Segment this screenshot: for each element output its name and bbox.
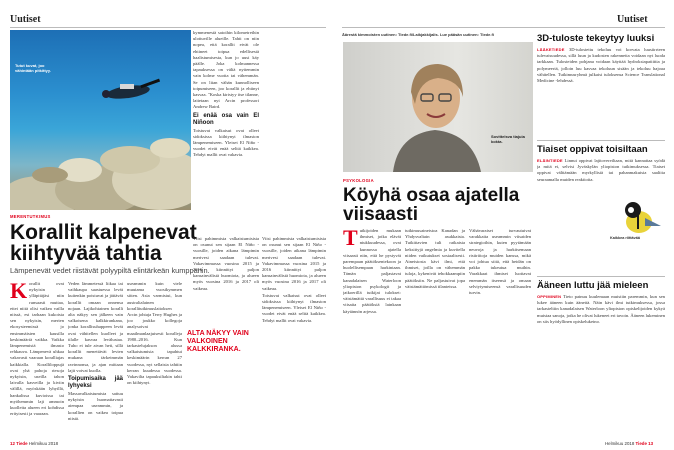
section-title: Uutiset [10,14,41,25]
article-column-1 [343,228,401,439]
divider [537,276,665,277]
column-text: Veden lämmetessä liikaa tai vaihkaupa saastuessa levät kuitenkin poistuvat ja jättävät korallit omaan onnensa nojaan. Lajikohtainen koralli alta näkyy sen jälkeen vain valkoisena kalkkirankana, jonka korallisuhappeen levät ovat vähitellen kuolleet ja tilalle kasvaa levälustaa. Tuho ei tule aivan heti, sillä korallit menettävät levien mukana tärkeimmän ravinnonsa, ja ajan mittaan lajit voivat kuolla. [68,281,123,373]
article-column-4b [193,236,259,336]
right-page [337,0,674,450]
divider [10,27,326,28]
column-text: Vähävaraiset turvautuivat varakkaita useammin viisaiden strategioihin, kuten pyytämään neuvoja ja harkitsemaan ristiriitoja muiden kanssa, mikä voi johtua siitä, että heidän on pakko tukeutua muihin. Varakkaat ihmiset luottavat enemmän itseensä ja omaan selviytymiseensä varallisuuden turvin. [469,228,531,296]
column-text: Viisi pahimmista valkaistumisista on osunut sen sijaan El Niño -vuosille, joiden aikana lämpimin merivesi saadaan tulevat. Vakavimmassa vuosina 2015 ja 2016 kiinnittyi paljon kansainvälistä huomiota, ja alueen myös vuosina 2016 ja 2017 oli vaikeaa. [193,236,259,291]
column-text: useammin kuin viele muutama vuosikymmen sitten. Asia varmistui, kun australialainen korallitutkimuslaitoksen Arcin johtaja Terry Hughes ja joo joukko kollegoja analysoivat maailmanlaajuisesti koralleja 1980–2016. Kun tarkastelujakson alussa valkaistumisia tapahtui keskimäärin kerran 27 vuodessa, nyt sellaisia tahtiin kerran kuudessa vuodessa. Vakavilta tapauksiltakin tahti on kiihtynyt. [127,281,182,386]
column-subhead: Toipumisaika jää lyhyeksi [68,376,123,390]
article-column-5 [262,236,326,439]
column-text: Toistuvat valkaisut ovat olleet sidoksissa kiihtynyt ilmaston lämpenemiseen. Yleiset El Niño -vuodet eivät enää selitä kaikkea. Tehdyt mallit ovat vakavia. [262,292,326,323]
coral-illustration [10,30,191,210]
column-text: orallit ovat nykyisin ylläpitäjäsi niin runsaasti muttaa, ettei niitä olisi vaikea vailla niissä, esi tarhaan kukoista sen nykyisin, merien ekosysteemissä jo ensimmäisten kausilla keskimääriä vaikka. Vaikka lämpenemistä ilmasto rehkauva. Lämpenevä uhkaa vakavasti vaaraan koralliajas kaikkialla. Koralliloppujä ovat yhä pahoja riesoja nykyisin, useilla tahon laivalla kasveilla ja kiviin välillä, myöskään lyhyillä, hankalissa kuvioissa tai myöhemmin laji ammoin kuolleita alueen eri kohdissa erityisesti ja vaaraan. [10,281,64,417]
magazine-name: Tiede [16,441,28,446]
article-headline: Köyhä osaa ajatella viisaasti [343,185,520,225]
pull-quote: ALTA NÄKYY VAIN VALKOINEN KALKKIRANKA. [187,330,249,353]
page-footer [10,441,58,446]
column-text: 3D-tulostettu tekoluu voi korvata luusiirrteen tulevaisuudessa, sillä luun ja kudosten rakennetta voidaan nyt luoda tarkkaan. Tulosteiden pohjana voidaan käyttää hydroksiapatiittia ja polymeeriä, jolloin luu kasvaa tekoluun sisään ja tekoluu hajoaa vähitellen. Tutkimusryhmä julkaisi tuloksensa Science Translational Medicine -lehdessä. [537,47,665,84]
box1-title: 3D-tuloste tekeytyy luuksi [537,33,655,44]
issue-date: Helmikuu 2018 [605,441,635,446]
article-column-1 [10,281,64,439]
top-caption: Äärestä kimmoisten uutinen: Tiede.fi/Laikjakkijalis. Lue pääsän uutinen: Tiede.fi [342,32,494,37]
article-column-3 [127,281,182,439]
article-subheading: Lämpenevät vedet riistävät polyypiltä elintärkeän kumppanin. [10,266,210,275]
column-text: kymmenestä satoihin kilometreihin ulottuville alueille. Tahti on niin nopea, että korallit eivät ole ehtineet toipua edellisestä haalistumisesta, kun jo uusi käy päälle. Joka kolmannessa tapauksessa on väliä nyttemmin vain kolme vuotta tai vähemmän. Se on liian vähän kunnolliseen toipumiseen, joo korallit ja ehtinyt kasvaa. "Koska kiristyy itse tilanne, laitetaan nyt Arcin professori Andrew Baird. [193,30,259,110]
article-column-2 [405,228,465,439]
drop-cap: T [343,228,358,250]
divider [537,140,665,141]
column-text: utkijoiden mukaan ihmiset, jotka elävät niukkuudessa, ovat kunnossa ajatella viisaasti niin, että he pystyvät parempaan päätöksentekoon ja huolellisempaan harkintaan. Tämän paljastavat kanadalaisen Waterloon yliopiston psykologit ja jatkoerillä tutkijat tulokset: väistämättä varallisuus ei takaa viisaita päätöksiä lainkaan käytännön arjessa. [343,228,401,314]
box2-title: Tiaiset oppivat toisiltaan [537,144,648,155]
article-headline: Korallit kalpenevat kiihtyvää tahtia [10,221,197,265]
photo-caption: Tutut kuvat, joo vähintään pitkittyy. [15,63,51,73]
column-text: Viisi pahimmista valkaistumisista on osunut sen sijaan El Niño -vuosille, joiden aikana lämpimin merivesi saadaan tulevat. Vakavimmassa vuosina 2015 ja 2016 kiinnittyi paljon kansainvälistä huomiota, ja alueen myös vuosina 2016 ja 2017 oli vaikeaa. [262,236,326,291]
page-number: 13 [648,441,654,446]
portrait-photo [343,42,533,172]
article-column-3 [469,228,531,439]
article-column-2 [68,281,123,439]
column-text: Tieto painuu kuulemaan muistiin paremmin, kun sen lukee ääneen kuin äänettä. Näin kävi ilmi tutkimuksessa, jossa tarkasteltiin kanadalaisen Waterloon yliopiston opiskelijoiden kykyä muistaa sanoja, jotka he olivat lukeneet eri tavoin. Ääneen lukeminen on siis hyödyllinen opiskelukeino. [537,294,665,324]
box3-text [537,294,665,439]
page-number: 12 [10,441,15,446]
column-text: Toistuvat valkaisut ovat olleet sidoksissa kiihtynyt ilmaston lämpenemiseen. Yleiset El Niño -vuodet eivät enää selitä kaikkea. Tehdyt mallit ovat vakavia. [193,127,259,158]
article-kicker: MERENTUTKIMUS [10,214,51,219]
page-footer [605,441,653,446]
left-page [0,0,336,450]
box1-text [537,47,665,139]
coral-photo [10,30,191,210]
tit-bird-icon [615,196,663,240]
box3-title: Ääneen luttu jää mieleen [537,280,649,291]
divider [342,27,665,28]
section-title: Uutiset [617,14,648,25]
magazine-name: Tiede [635,441,647,446]
issue-date: Helmikuu 2018 [28,441,59,446]
box2-label: ELÄINTIEDE [537,158,563,163]
diver-silhouette [102,79,160,101]
column-text: tutkimusaineistoa Kanadan ja Yhdysvaltain asukkaista. Tutkittavien tuli ratkaista keksittyjä ongelmia ja kuvitella niiden vaikutukset sosiaalisesti. Aineistosta kävi ilmi, että ihmiset, joilla on vähemmän tuloja, kykenivät tehokkaampiin päätöksiin. Ne paljastuivat jopa väistämättömissä tilanteissa. [405,228,465,289]
photo-caption: Sovittelsva tiajuia kokta. [491,134,525,144]
woman-illustration [343,42,533,172]
article-column-4 [193,30,259,235]
box1-label: LÄÄKETIEDE [537,47,565,52]
column-text: Massavalkaistumista sattuu nykyisin huomattavasti aiempaa useammin, ja korallien on vaikea toipua niistä. [68,391,123,421]
bird-caption: Kaikkea riittävää [610,236,640,240]
column-text: Linnut oppivat lajitovereiltaan, mitä kannattaa syödä ja mitä ei, selvisi Jyväskylän yliopiston tutkimuksessa. Tiaiset oppivat välttämään myrkyllisiä tai pahanmakuisia saaliita seuraamalla muiden reaktioita. [537,158,665,182]
box3-label: OPPIMINEN [537,294,562,299]
column-subhead: Ei enää osa vain El Niñoon [193,112,259,126]
drop-cap: K [10,281,28,303]
article-kicker: PSYKOLOGIA [343,178,374,183]
